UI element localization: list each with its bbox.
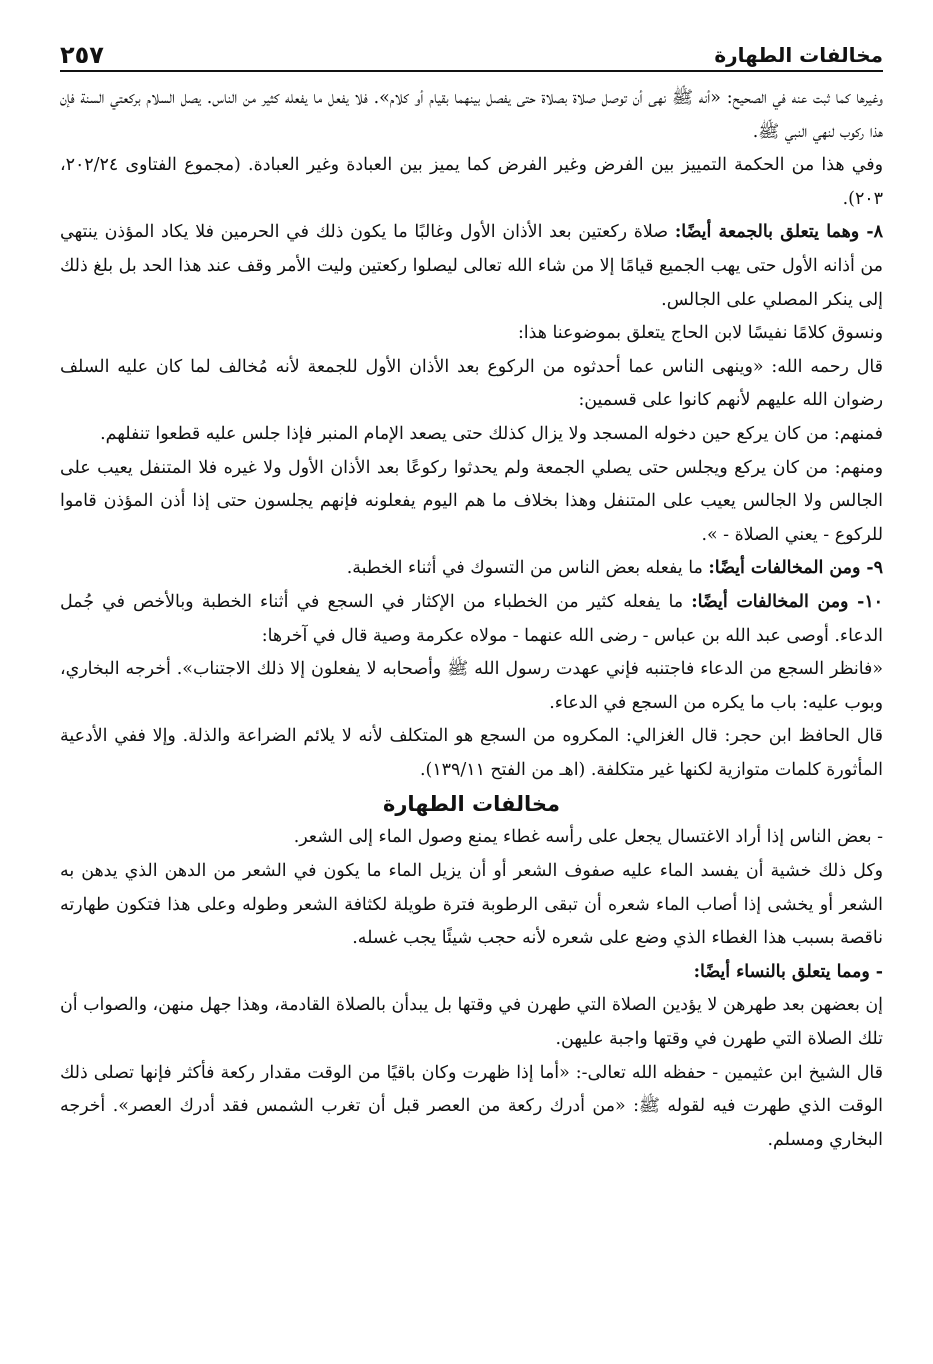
- paragraph: ٩- ومن المخالفات أيضًا: ما يفعله بعض الناس من التسوك في أثناء الخطبة.: [346, 558, 883, 579]
- paragraph: وفي هذا من الحكمة التمييز بين الفرض وغير الفرض كما يميز بين العبادة وغير العبادة. (مجموع الفتاوى ٢٠٢/٢٤، ٢٠٣).: [60, 155, 883, 209]
- paragraph: قال رحمه الله: «وينهى الناس عما أحدثوه من الركوع بعد الأذان الأول للجمعة لأنه مُخالف لما كان عليه السلف رضوان الله عليهم لأنهم كانوا على قسمين:: [60, 356, 883, 411]
- paragraph: وكل ذلك خشية أن يفسد الماء عليه صفوف الشعر أو أن يزيل الماء ما يكون في الشعر من الدهن الذي يدهن به الشعر أو يخشى إذا أصاب الماء شعره أن تبقى الرطوبة فترة طويلة لكثافة الشعر وطوله وعلى هذا فتكون طهارته ناقصة بسبب هذا الغطاء الذي وضع على شعره لأنه حجب شيئًا يجب غسله.: [60, 861, 883, 949]
- paragraph-lead: ١٠- ومن المخالفات أيضًا:: [691, 591, 883, 612]
- paragraph: فمنهم: من كان يركع حين دخوله المسجد ولا يزال كذلك حتى يصعد الإمام المنبر فإذا جلس عليه قطعوا تنفلهم.: [100, 423, 883, 444]
- paragraph: - بعض الناس إذا أراد الاغتسال يجعل على رأسه غطاء يمنع وصول الماء إلى الشعر.: [293, 827, 883, 848]
- paragraph: قال الحافظ ابن حجر: قال الغزالي: المكروه من السجع هو المتكلف لأنه لا يلائم الضراعة والذلة. وإلا ففي الأدعية المأثورة كلمات متوازية لكنها غير متكلفة. (اهـ من الفتح ١٣٩/١١).: [60, 726, 883, 780]
- page-number: ٢٥٧: [60, 41, 104, 69]
- paragraph: ونسوق كلامًا نفيسًا لابن الحاج يتعلق بموضوعنا هذا:: [517, 323, 883, 344]
- paragraph: [60, 956, 883, 990]
- running-title: مخالفات الطهارة: [714, 43, 883, 67]
- paragraph: وغيرها كما ثبت عنه في الصحيح: «أنه ﷺ نهى أن توصل صلاة بصلاة حتى يفصل بينهما بقيام أو كلام». فلا يفعل ما يفعله كثير من الناس. يصل السلام بركعتي السنة فإن هذا ركوب لنهي النبي ﷺ.: [60, 88, 883, 142]
- paragraph: «فانظر السجع من الدعاء فاجتنبه فإني عهدت رسول الله ﷺ وأصحابه لا يفعلون إلا ذلك الاجتناب». أخرجه البخاري، وبوب عليه: باب ما يكره من السجع في الدعاء.: [60, 659, 883, 713]
- paragraph-lead: - ومما يتعلق بالنساء أيضًا:: [693, 961, 883, 982]
- paragraph: ١٠- ومن المخالفات أيضًا: ما يفعله كثير من الخطباء من الإكثار في السجع في أثناء الخطبة وبالأخص في جُمل الدعاء. أوصى عبد الله بن عباس - رضى الله عنهما - مولاه عكرمة وصية قال في آخرها:: [60, 591, 883, 646]
- paragraph: ومنهم: من كان يركع ويجلس حتى يصلي الجمعة ولم يحدثوا ركوعًا بعد الأذان الأول ولا غيره فلا المتنفل يعيب على الجالس ولا الجالس يعيب على المتنفل وهذا بخلاف ما هم اليوم يفعلونه فإنهم يجلسون حتى إذا أذن المؤذن قاموا للركوع - يعني الصلاة - ».: [60, 457, 883, 545]
- paragraph: قال الشيخ ابن عثيمين - حفظه الله تعالى-: «أما إذا ظهرت وكان باقيًا من الوقت مقدار ركعة فأكثر فإنها تصلى ذلك الوقت الذي طهرت فيه لقوله ﷺ: «من أدرك ركعة من العصر قبل أن تغرب الشمس فقد أدرك العصر». أخرجه البخاري ومسلم.: [60, 1062, 883, 1150]
- section-heading: مخالفات الطهارة: [382, 792, 561, 817]
- paragraph-lead: ٩- ومن المخالفات أيضًا:: [708, 558, 883, 579]
- book-page: [60, 30, 883, 1340]
- paragraph-lead: ٨- وهما يتعلق بالجمعة أيضًا:: [674, 222, 883, 243]
- paragraph: ٨- وهما يتعلق بالجمعة أيضًا: صلاة ركعتين بعد الأذان الأول وغالبًا ما يكون ذلك في الحرمين فلا يكاد المؤذن ينتهي من أذانه الأول حتى يهب الجميع قيامًا إلا من شاء الله تعالى ليصلوا ركعتين وليت الأمر وقف عند هذا الحد بل بلغ ذلك إلى ينكر المصلي على الجالس.: [60, 222, 883, 310]
- page-body: [60, 82, 883, 1157]
- page-header: [60, 30, 883, 72]
- paragraph: إن بعضهن بعد طهرهن لا يؤدين الصلاة التي طهرن في وقتها بل يبدأن بالصلاة القادمة، وهذا جهل منهن، والصواب أن تلك الصلاة التي طهرن في وقتها واجبة عليهن.: [60, 995, 883, 1050]
